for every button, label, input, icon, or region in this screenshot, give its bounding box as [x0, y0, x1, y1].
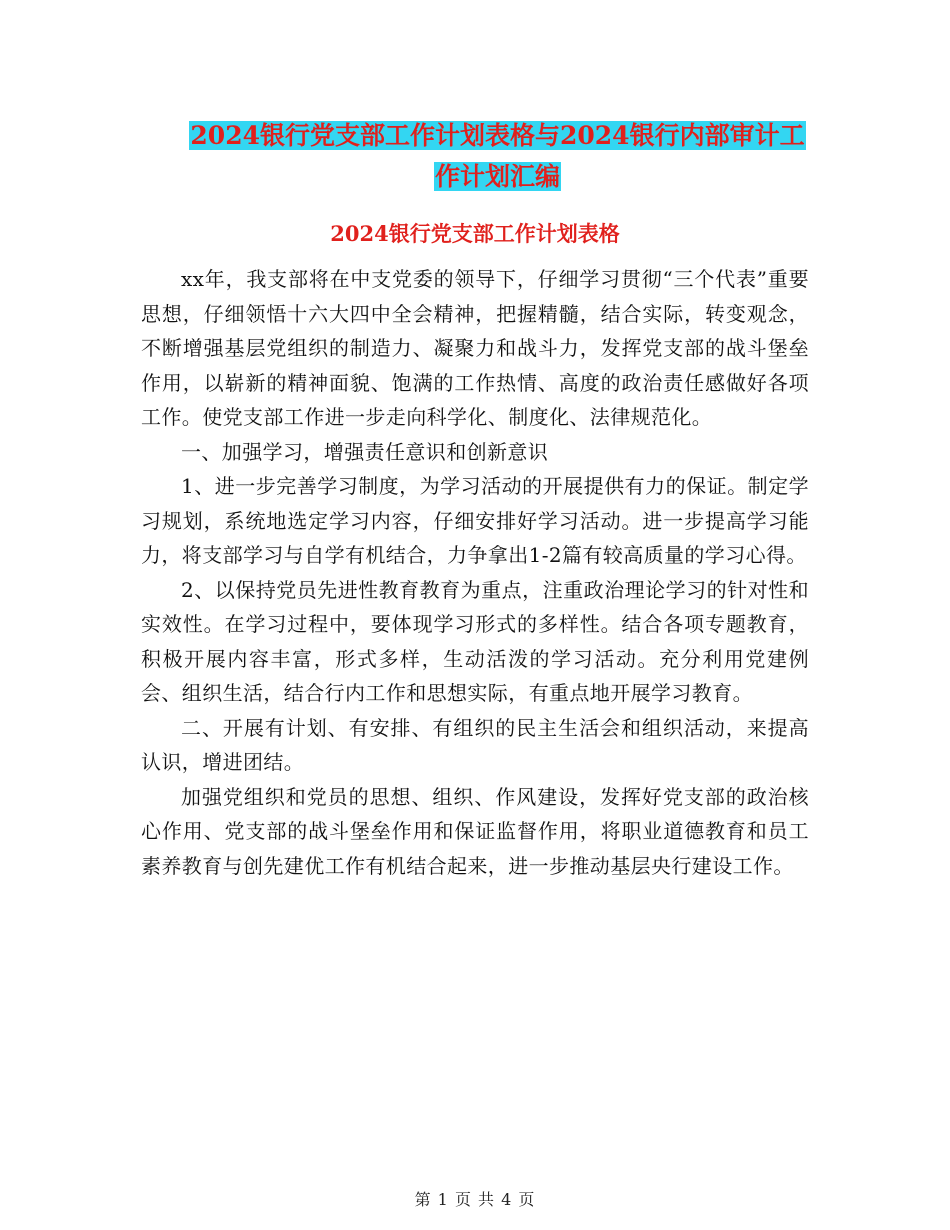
document-title-text-1: 2024银行党支部工作计划表格与2024银行内部审计工 [190, 121, 805, 150]
paragraph-item-1: 1、进一步完善学习制度，为学习活动的开展提供有力的保证。制定学习规划，系统地选定学习内容，仔细安排好学习活动。进一步提高学习能力，将支部学习与自学有机结合，力争拿出1-2篇有较高质量的学习心得。 [141, 474, 809, 567]
paragraph-item-2: 2、以保持党员先进性教育教育为重点，注重政治理论学习的针对性和实效性。在学习过程中，要体现学习形式的多样性。结合各项专题教育，积极开展内容丰富，形式多样，生动活泼的学习活动。充分利用党建例会、组织生活，结合行内工作和思想实际，有重点地开展学习教育。 [141, 577, 809, 705]
document-title-line-2 [185, 157, 810, 193]
paragraph-body: 加强党组织和党员的思想、组织、作风建设，发挥好党支部的政治核心作用、党支部的战斗堡垒作用和保证监督作用，将职业道德教育和员工素养教育与创先建优工作有机结合起来，进一步推动基层央行建设工作。 [141, 784, 809, 878]
page-footer: 第 1 页 共 4 页 [414, 1190, 536, 1209]
document-title-line-1 [185, 116, 810, 152]
paragraph-heading-2: 二、开展有计划、有安排、有组织的民主生活会和组织活动，来提高认识，增进团结。 [141, 715, 809, 774]
document-title-text-2: 作计划汇编 [434, 162, 560, 191]
paragraph-intro: xx年，我支部将在中支党委的领导下，仔细学习贯彻“三个代表”重要思想，仔细领悟十六大四中全会精神，把握精髓，结合实际，转变观念，不断增强基层党组织的制造力、凝聚力和战斗力，发挥党支部的战斗堡垒作用，以崭新的精神面貌、饱满的工作热情、高度的政治责任感做好各项工作。使党支部工作进一步走向科学化、制度化、法律规范化。 [141, 267, 809, 429]
section-title: 2024银行党支部工作计划表格 [330, 221, 620, 246]
paragraph-heading-1: 一、加强学习，增强责任意识和创新意识 [181, 439, 549, 464]
document-body [141, 262, 809, 883]
